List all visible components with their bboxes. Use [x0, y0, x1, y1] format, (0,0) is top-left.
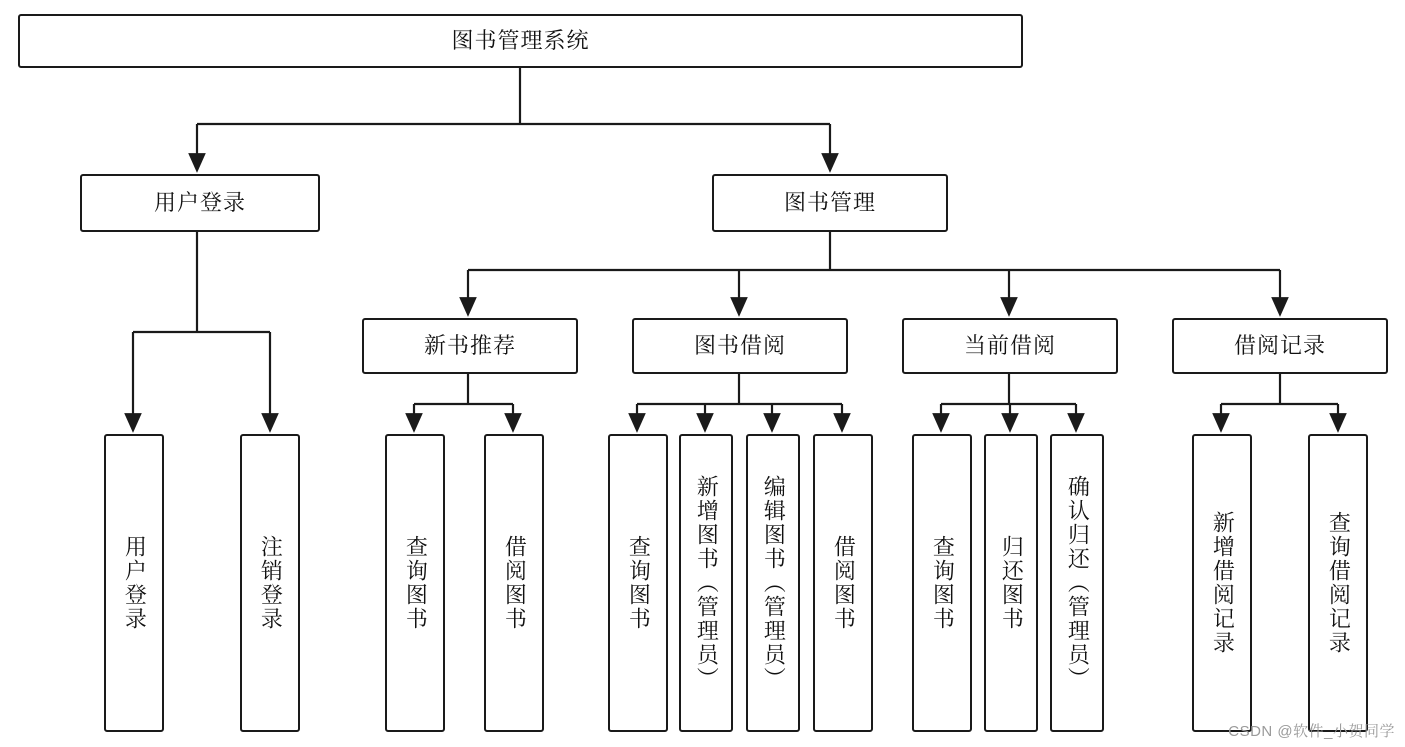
node-label: 新书推荐 [423, 332, 516, 358]
node-label: 图书管理系统 [451, 27, 590, 53]
node-label: 用户登录 [153, 189, 246, 215]
node-leaf-add-record[interactable] [1192, 434, 1252, 732]
watermark: CSDN @软件_小贺同学 [1228, 723, 1395, 740]
node-label: 注销登录 [258, 535, 284, 631]
node-label: 归还图书 [999, 535, 1025, 631]
node-leaf-borrow-book-1[interactable] [484, 434, 544, 732]
node-label: 确认归还（管理员） [1065, 475, 1091, 691]
node-leaf-query-record[interactable] [1308, 434, 1368, 732]
node-leaf-user-login[interactable] [104, 434, 164, 732]
node-current-borrow[interactable] [902, 318, 1118, 374]
node-leaf-confirm-return[interactable] [1050, 434, 1104, 732]
node-label: 图书借阅 [693, 332, 786, 358]
node-book-management[interactable] [712, 174, 948, 232]
node-leaf-query-book-3[interactable] [912, 434, 972, 732]
node-borrow-records[interactable] [1172, 318, 1388, 374]
node-label: 编辑图书（管理员） [761, 475, 787, 691]
node-book-borrow[interactable] [632, 318, 848, 374]
node-label: 图书管理 [783, 189, 876, 215]
node-label: 借阅图书 [502, 535, 528, 631]
node-root[interactable] [18, 14, 1023, 68]
node-leaf-add-book[interactable] [679, 434, 733, 732]
node-label: 查询图书 [626, 535, 652, 631]
node-leaf-query-book-2[interactable] [608, 434, 668, 732]
node-user-login[interactable] [80, 174, 320, 232]
node-leaf-edit-book[interactable] [746, 434, 800, 732]
node-label: 查询借阅记录 [1326, 511, 1352, 655]
node-leaf-query-book-1[interactable] [385, 434, 445, 732]
node-label: 当前借阅 [963, 332, 1056, 358]
node-label: 查询图书 [403, 535, 429, 631]
node-label: 借阅记录 [1233, 332, 1326, 358]
node-leaf-user-logout[interactable] [240, 434, 300, 732]
node-new-book-recommend[interactable] [362, 318, 578, 374]
node-label: 查询图书 [930, 535, 956, 631]
node-label: 新增借阅记录 [1210, 511, 1236, 655]
node-label: 借阅图书 [831, 535, 857, 631]
node-label: 新增图书（管理员） [694, 475, 720, 691]
node-label: 用户登录 [122, 535, 148, 631]
node-leaf-return-book[interactable] [984, 434, 1038, 732]
node-leaf-borrow-book-2[interactable] [813, 434, 873, 732]
